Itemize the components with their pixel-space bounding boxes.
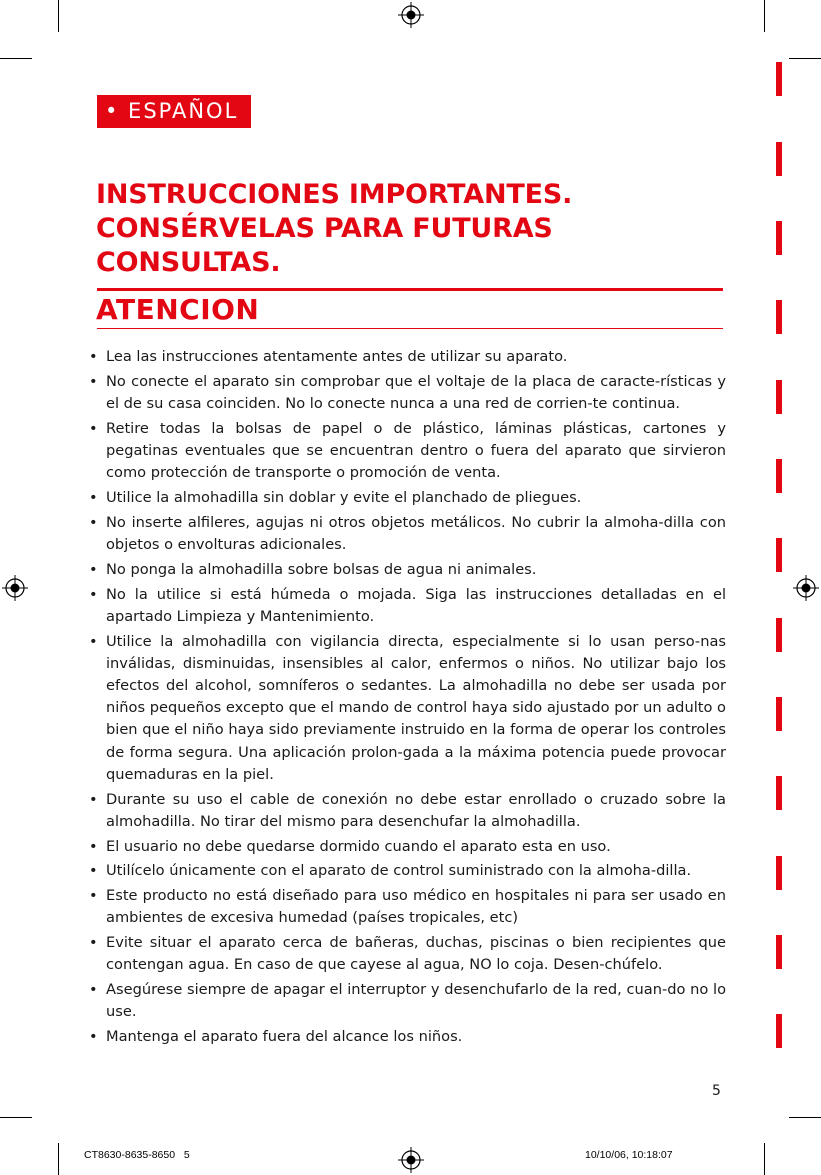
- registration-mark-icon: [793, 575, 819, 601]
- list-item: • Retire todas la bolsas de papel o de plástico, láminas plásticas, cartones y pegatinas eventuales que se encuentran dentro o fuera del aparato que sirvieron como protección de transporte o promoción de venta.: [86, 418, 726, 485]
- list-item: • No ponga la almohadilla sobre bolsas de agua ni animales.: [86, 559, 726, 581]
- crop-mark: [58, 1143, 59, 1175]
- warning-list: [86, 346, 726, 1051]
- title-line: CONSÉRVELAS PARA FUTURAS CONSULTAS.: [96, 213, 553, 278]
- margin-bar: [776, 935, 782, 969]
- section-rule-top: [97, 288, 723, 291]
- margin-bar: [776, 538, 782, 572]
- page-number: 5: [712, 1083, 721, 1099]
- language-tag: • ESPAÑOL: [97, 95, 251, 128]
- print-slug-right: 10/10/06, 10:18:07: [585, 1149, 673, 1161]
- section-rule-bottom: [97, 328, 723, 329]
- list-item: • No conecte el aparato sin comprobar que el voltaje de la placa de caracte-rísticas y el de su casa coinciden. No lo conecte nunca a una red de corrien-te continua.: [86, 371, 726, 415]
- margin-bar: [776, 380, 782, 414]
- list-item: • Durante su uso el cable de conexión no debe estar enrollado o cruzado sobre la almohadilla. No tirar del mismo para desenchufar la almohadilla.: [86, 789, 726, 833]
- margin-bar: [776, 300, 782, 334]
- print-slug-left: CT8630-8635-8650 5: [84, 1149, 190, 1161]
- list-item: • No inserte alfileres, agujas ni otros objetos metálicos. No cubrir la almoha-dilla con objetos o envolturas adicionales.: [86, 512, 726, 556]
- page-title: [96, 178, 746, 280]
- crop-mark: [764, 0, 765, 32]
- registration-mark-icon: [398, 2, 424, 28]
- margin-bar: [776, 618, 782, 652]
- margin-bar: [776, 697, 782, 731]
- list-item: • El usuario no debe quedarse dormido cuando el aparato esta en uso.: [86, 836, 726, 858]
- list-item: • Lea las instrucciones atentamente antes de utilizar su aparato.: [86, 346, 726, 368]
- list-item: • Utilice la almohadilla sin doblar y evite el planchado de pliegues.: [86, 487, 726, 509]
- margin-bar: [776, 62, 782, 96]
- list-item: • Utilice la almohadilla con vigilancia directa, especialmente si lo usan perso-nas inválidas, disminuidas, insensibles al calor, enfermos o niños. No utilizar bajo los efectos del alcohol, somníferos o sedantes. La almohadilla no debe ser usada por niños pequeños excepto que el mando de control haya sido ajustado por un adulto o bien que el niño haya sido previamente instruido en la forma de operar los controles de forma segura. Una aplicación prolon-gada a la máxima potencia puede provocar quemaduras en la piel.: [86, 631, 726, 786]
- registration-mark-icon: [2, 575, 28, 601]
- list-item: • No la utilice si está húmeda o mojada. Siga las instrucciones detalladas en el apartado Limpieza y Mantenimiento.: [86, 584, 726, 628]
- margin-bar: [776, 776, 782, 810]
- margin-bar: [776, 459, 782, 493]
- list-item: • Asegúrese siempre de apagar el interruptor y desenchufarlo de la red, cuan-do no lo use.: [86, 979, 726, 1023]
- crop-mark: [0, 58, 32, 59]
- margin-bar: [776, 856, 782, 890]
- crop-mark: [789, 1117, 821, 1118]
- list-item: • Evite situar el aparato cerca de bañeras, duchas, piscinas o bien recipientes que contengan agua. En caso de que cayese al agua, NO lo coja. Desen-chúfelo.: [86, 932, 726, 976]
- crop-mark: [0, 1117, 32, 1118]
- section-heading: ATENCION: [96, 293, 260, 326]
- crop-mark: [58, 0, 59, 32]
- list-item: • Utilícelo únicamente con el aparato de control suministrado con la almoha-dilla.: [86, 860, 726, 882]
- list-item: • Este producto no está diseñado para uso médico en hospitales ni para ser usado en ambientes de excesiva humedad (países tropicales, etc): [86, 885, 726, 929]
- registration-mark-icon: [398, 1147, 424, 1173]
- list-item: • Mantenga el aparato fuera del alcance los niños.: [86, 1026, 726, 1048]
- crop-mark: [789, 58, 821, 59]
- margin-bar: [776, 221, 782, 255]
- crop-mark: [764, 1143, 765, 1175]
- margin-bar: [776, 142, 782, 176]
- margin-bar: [776, 1014, 782, 1048]
- title-line: INSTRUCCIONES IMPORTANTES.: [96, 179, 573, 210]
